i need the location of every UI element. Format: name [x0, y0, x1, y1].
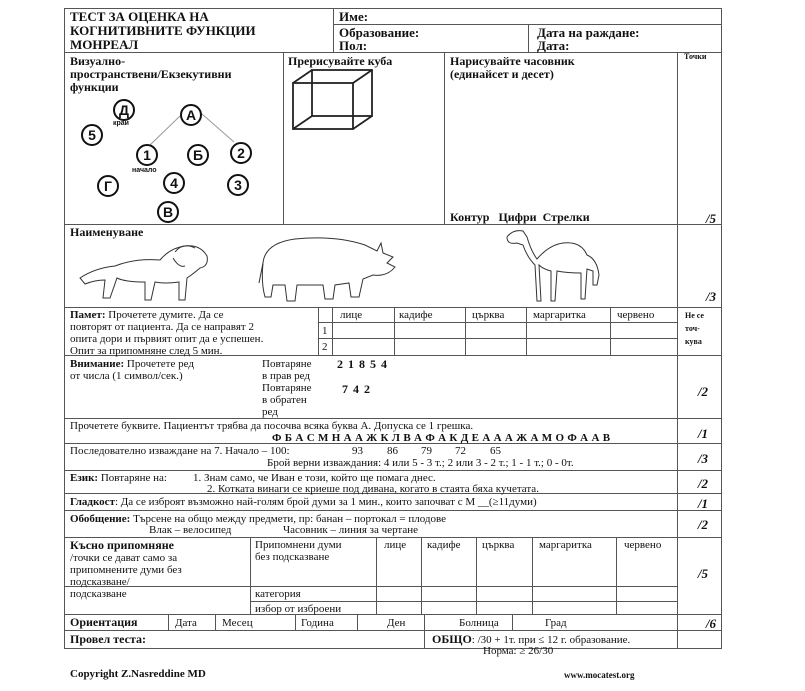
delayed-recall-note-line: подсказване/: [70, 576, 130, 588]
trail-node[interactable]: 1: [136, 144, 158, 166]
memory-not-scored-line: точ-: [685, 324, 700, 333]
title-line: МОНРЕАЛ: [70, 37, 139, 52]
orientation-hospital[interactable]: Болница: [459, 617, 499, 629]
memory-word-header: маргаритка: [533, 309, 586, 321]
no-cue-label-line: Припомнени думи: [255, 539, 342, 551]
memory-word-header: червено: [617, 309, 655, 321]
memory-trial-number: 1: [322, 325, 328, 337]
trail-node[interactable]: 5: [81, 124, 103, 146]
orientation-day[interactable]: Ден: [387, 617, 406, 629]
name-field-label[interactable]: Име:: [339, 9, 369, 24]
attention-instruction-line: от числа (1 символ/сек.): [70, 370, 183, 382]
recall-word: червено: [624, 539, 662, 551]
recall-word: маргаритка: [539, 539, 592, 551]
trail-node[interactable]: Б: [187, 144, 209, 166]
orientation-title: Ориентация: [70, 615, 138, 629]
score-naming[interactable]: /3: [705, 289, 716, 304]
trail-node[interactable]: В: [157, 201, 179, 223]
fluency-text: : Да се изброят възможно най-голям брой думи за 1 мин., които започват с М __(≥11думи): [114, 496, 537, 508]
rhinoceros-image[interactable]: [255, 233, 400, 305]
backward-label: [262, 382, 312, 418]
repeat-sentence-2: 2. Котката винаги се криеше под дивана, когато в стаята бяха кучетата.: [207, 483, 539, 495]
visuospatial-title-line: функции: [70, 80, 119, 94]
memory-instruction-line: Опит за припомняне след 5 мин.: [70, 345, 223, 357]
visuospatial-title-line: пространствени/Екзекутивни: [70, 67, 232, 81]
trail-start-label: начало: [132, 167, 157, 174]
letters-instruction: Прочетете буквите. Пациентът трябва да посочва всяка буква А. Допуска се 1 грешка.: [70, 420, 474, 432]
score-orientation[interactable]: /6: [705, 616, 716, 631]
trail-node[interactable]: Д: [113, 99, 135, 121]
total-label: ОБЩО: [432, 632, 472, 646]
fluency-row: [70, 496, 537, 508]
trail-node[interactable]: А: [180, 104, 202, 126]
camel-image[interactable]: [497, 225, 607, 303]
trail-node[interactable]: Г: [97, 175, 119, 197]
norm-text: Норма: ≥ 26/30: [483, 645, 554, 657]
clock-title-line: (единайсет и десет): [450, 67, 554, 81]
clock-title-line: Нарисувайте часовник: [450, 54, 575, 68]
score-serial7[interactable]: /3: [697, 451, 708, 466]
forward-label-line: Повтаряне: [262, 358, 312, 370]
education-field-label[interactable]: Образование:: [339, 25, 420, 40]
memory-trial-number: 2: [322, 341, 328, 353]
serial7-scoring: Брой верни изваждания: 4 или 5 - 3 т.; 2 или 3 - 2 т.; 1 - 1 т.; 0 - 0т.: [267, 457, 574, 469]
repeat-sentence-1: 1. Знам само, че Иван е този, който ще помага днес.: [193, 472, 436, 484]
clock-criteria: [450, 211, 590, 224]
dob-field-label[interactable]: Дата на раждане:: [537, 25, 640, 40]
delayed-recall-note-line: /точки се дават само за: [70, 552, 178, 564]
score-visuospatial[interactable]: /5: [705, 211, 716, 226]
score-attention-digits[interactable]: /2: [697, 384, 708, 399]
cube-drawing: [290, 68, 380, 133]
memory-instruction-line: повторят от пациента. Да се направят 2: [70, 321, 254, 333]
memory-not-scored-line: Не се: [685, 311, 704, 320]
points-header: Точки: [684, 52, 707, 61]
forward-label: [262, 358, 312, 382]
fluency-title: Гладкост: [70, 496, 115, 508]
delayed-recall-note-line: припомнените думи без: [70, 564, 182, 576]
memory-not-scored: [685, 309, 704, 348]
repeat-label: Повтаряне на:: [100, 472, 167, 484]
trail-node[interactable]: 4: [163, 172, 185, 194]
copyright: Copyright Z.Nasreddine MD: [70, 668, 206, 680]
attention-instructions: [70, 358, 260, 382]
no-cue-label-line: без подсказване: [255, 551, 330, 563]
attention-title: Внимание:: [70, 358, 125, 370]
abstraction-text: Търсене на общо между предмети, пр: банан – портокал = плодове: [133, 513, 447, 525]
clock-criterion-numbers: Цифри: [498, 210, 537, 224]
memory-instruction-line: Прочетете думите. Да се: [108, 309, 224, 321]
score-attention-letters[interactable]: /1: [697, 426, 708, 441]
title-line: ТЕСТ ЗА ОЦЕНКА НА: [70, 9, 209, 24]
orientation-city[interactable]: Град: [545, 617, 567, 629]
memory-not-scored-line: кува: [685, 337, 702, 346]
clock-title: [450, 55, 575, 81]
sex-field-label[interactable]: Пол:: [339, 38, 368, 53]
orientation-date[interactable]: Дата: [175, 617, 197, 629]
abstraction-item-1: Влак – велосипед: [149, 524, 232, 536]
delayed-recall-title-block: [70, 539, 248, 588]
forward-label-line: в прав ред: [262, 370, 310, 382]
title-line: КОГНИТИВНИТЕ ФУНКЦИИ: [70, 23, 256, 38]
multiple-choice-label: избор от изброени: [255, 603, 342, 615]
trail-node[interactable]: 3: [227, 174, 249, 196]
website-link[interactable]: www.mocatest.org: [564, 670, 635, 680]
score-fluency[interactable]: /1: [697, 496, 708, 511]
memory-trial1-cell[interactable]: [333, 323, 394, 338]
serial7-value: 72: [455, 445, 466, 457]
serial7-instruction: Последователно изваждане на 7. Начало – 100:: [70, 445, 290, 457]
visuospatial-title-line: Визуално-: [70, 54, 126, 68]
abstraction-title: Обобщение:: [70, 513, 131, 525]
orientation-month[interactable]: Месец: [222, 617, 253, 629]
serial7-value: 79: [421, 445, 432, 457]
backward-label-line: Повтаряне: [262, 382, 312, 394]
clock-criterion-contour: Контур: [450, 210, 490, 224]
serial7-value: 65: [490, 445, 501, 457]
score-repetition[interactable]: /2: [697, 476, 708, 491]
lion-image[interactable]: [75, 238, 215, 304]
backward-label-line: в обратен: [262, 394, 307, 406]
backward-label-line: ред: [262, 406, 278, 418]
attention-instruction-line: Прочетете ред: [126, 358, 194, 370]
trail-end-label: край: [113, 120, 129, 127]
memory-trial2-cell[interactable]: [333, 339, 394, 354]
serial7-value: 86: [387, 445, 398, 457]
letters-sequence: Ф Б А С М Н А А Ж К Л В А Ф А К Д Е А А А Ж А М О Ф А А В: [272, 432, 611, 444]
trail-node[interactable]: 2: [230, 142, 252, 164]
recall-word: църква: [482, 539, 515, 551]
memory-word-header: лице: [340, 309, 363, 321]
forward-digits: 2 1 8 5 4: [337, 357, 388, 371]
examiner-label[interactable]: Провел теста:: [70, 632, 146, 646]
delayed-recall-title: Късно припомняне: [70, 538, 174, 552]
language-repeat-row: [70, 472, 167, 484]
date-field-label[interactable]: Дата:: [537, 38, 570, 53]
memory-instructions: [70, 309, 320, 357]
form-title: [70, 10, 256, 52]
score-delayed-recall[interactable]: /5: [697, 566, 708, 581]
memory-title: Памет:: [70, 309, 106, 321]
cube-title: Прерисувайте куба: [288, 54, 393, 68]
recall-word: кадифе: [427, 539, 461, 551]
memory-word-header: църква: [472, 309, 505, 321]
backward-digits: 7 4 2: [342, 382, 371, 396]
score-abstraction[interactable]: /2: [697, 517, 708, 532]
naming-title: Наименуване: [70, 225, 144, 239]
abstraction-item-2: Часовник – линия за чертане: [283, 524, 419, 536]
category-label: категория: [255, 588, 301, 600]
total-text: : /30 + 1т. при ≤ 12 г. образование.: [471, 634, 631, 646]
language-title: Език:: [70, 472, 99, 484]
cue-label: подсказване: [70, 588, 127, 600]
no-cue-label: [255, 539, 342, 563]
recall-word: лице: [384, 539, 407, 551]
memory-word-header: кадифе: [399, 309, 433, 321]
clock-criterion-hands: Стрелки: [542, 210, 590, 224]
serial7-value: 93: [352, 445, 363, 457]
memory-instruction-line: опита дори и първият опит да е успешен.: [70, 333, 264, 345]
orientation-year[interactable]: Година: [301, 617, 334, 629]
